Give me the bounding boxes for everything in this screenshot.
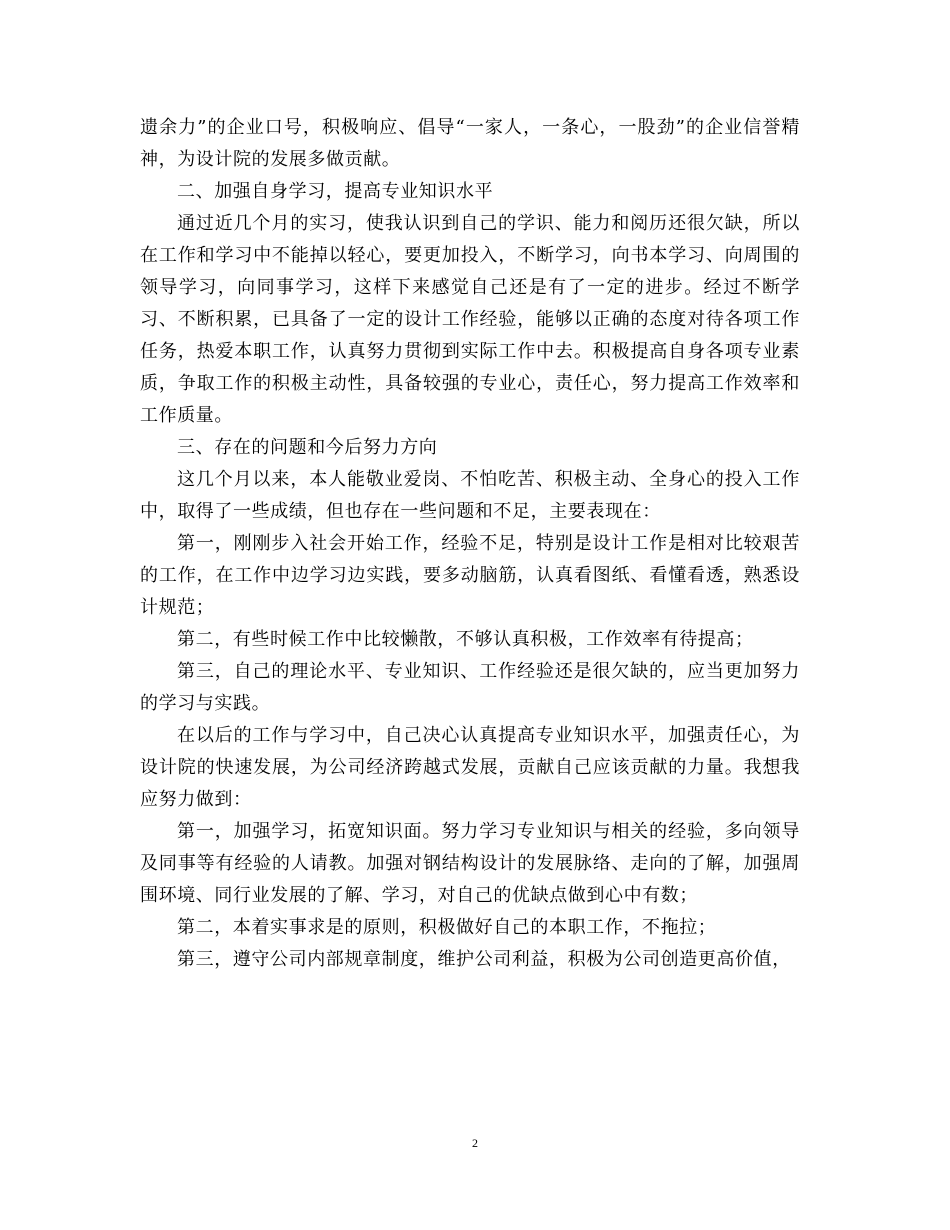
document-body <box>140 112 800 976</box>
paragraph-problem-3: 第三，自己的理论水平、专业知识、工作经验还是很欠缺的，应当更加努力的学习与实践。 <box>140 661 800 714</box>
section-heading-2: 二、加强自身学习，提高专业知识水平 <box>177 181 494 202</box>
paragraph-achievements: 这几个月以来，本人能敬业爱岗、不怕吃苦、积极主动、全身心的投入工作中，取得了一些成绩，但也存在一些问题和不足，主要表现在： <box>140 469 800 522</box>
paragraph-future-intro: 在以后的工作与学习中，自己决心认真提高专业知识水平，加强责任心，为设计院的快速发展，为公司经济跨越式发展，贡献自己应该贡献的力量。我想我应努力做到： <box>140 725 800 810</box>
paragraph-problem-1: 第一，刚刚步入社会开始工作，经验不足，特别是设计工作是相对比较艰苦的工作，在工作中边学习边实践，要多动脑筋，认真看图纸、看懂看透，熟悉设计规范； <box>140 533 800 618</box>
paragraph-goal-2: 第二，本着实事求是的原则，积极做好自己的本职工作，不拖拉； <box>177 917 717 938</box>
page-number: 2 <box>472 1136 478 1150</box>
section-heading-3: 三、存在的问题和今后努力方向 <box>177 437 438 458</box>
paragraph-continuation: 遗余力”的企业口号，积极响应、倡导“一家人，一条心，一股劲”的企业信誉精神，为设计院的发展多做贡献。 <box>140 117 800 170</box>
paragraph-goal-3: 第三，遵守公司内部规章制度，维护公司利益，积极为公司创造更高价值， <box>177 949 791 970</box>
paragraph-problem-2: 第二，有些时候工作中比较懒散，不够认真积极，工作效率有待提高； <box>177 629 754 650</box>
paragraph-goal-1: 第一，加强学习，拓宽知识面。努力学习专业知识与相关的经验，多向领导及同事等有经验的人请教。加强对钢结构设计的发展脉络、走向的了解，加强周围环境、同行业发展的了解、学习，对自己的优缺点做到心中有数； <box>140 821 800 906</box>
paragraph-internship-learning: 通过近几个月的实习，使我认识到自己的学识、能力和阅历还很欠缺，所以在工作和学习中不能掉以轻心，要更加投入，不断学习，向书本学习、向周围的领导学习，向同事学习，这样下来感觉自己还是有了一定的进步。经过不断学习、不断积累，已具备了一定的设计工作经验，能够以正确的态度对待各项工作任务，热爱本职工作，认真努力贯彻到实际工作中去。积极提高自身各项专业素质，争取工作的积极主动性，具备较强的专业心，责任心，努力提高工作效率和工作质量。 <box>140 213 800 426</box>
